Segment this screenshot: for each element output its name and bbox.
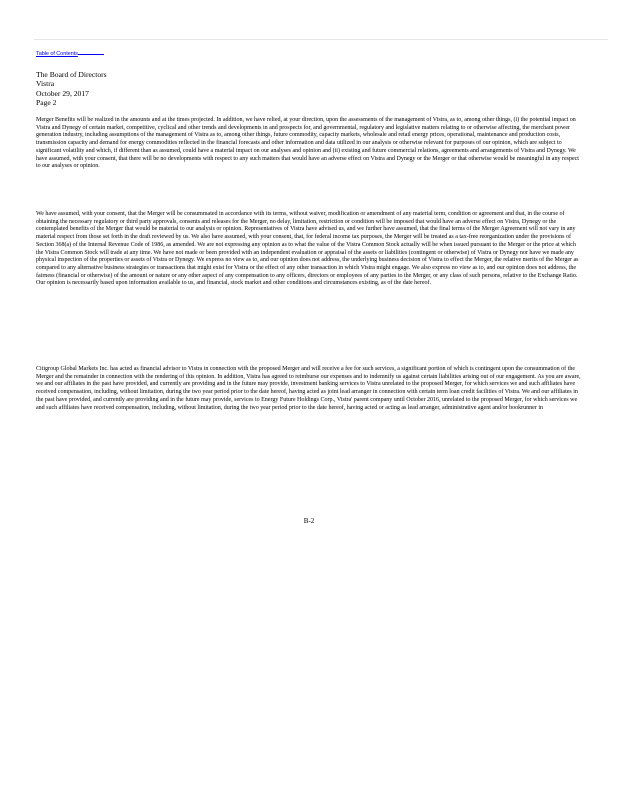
paragraph-2 — [36, 211, 584, 288]
table-of-contents-link[interactable] — [36, 49, 104, 57]
paragraph-3 — [36, 366, 584, 412]
link-underline-pad — [78, 49, 104, 55]
paragraph-text: Citigroup Global Markets Inc. has acted as financial advisor to Vistra in connection with the proposed Merger and will receive a fee for such services, a significant portion of which is contingent upon the consummation of the Merger and the remainder in connection with the rendering of this opinion. In addition, Vistra has agreed to reimburse our expenses and to indemnify us against certain liabilities arising out of our engagement. As you are aware, we and our affiliates in the past have provided, and currently are providing and in the future may provide, investment banking services to Vistra unrelated to the proposed Merger, for which services we and such affiliates have received compensation, including, without limitation, during the two year period prior to the date hereof, having acted as joint lead arranger in connection with certain term loan credit facilities of Vistra. We and our affiliates in the past have provided, and currently are providing and in the future may provide, services to Energy Future Holdings Corp., Vistra' parent company until October 2016, unrelated to the proposed Merger, for which services we and such affiliates have received compensation, including, without limitation, during the two year period prior to the date hereof, having acted or acting as lead arranger, administrative agent and/or bookrunner in — [36, 366, 581, 411]
recipient-line: The Board of Directors — [36, 70, 107, 79]
company-line: Vistra — [36, 79, 55, 89]
paragraph-text: Merger Benefits will be realized in the amounts and at the times projected. In addition, we have relied, at your direction, upon the assessments of the management of Vistra, as to, among other things, (i) the potential impact on Vistra and Dynegy of certain market, competitive, cyclical and other trends and developments in and prospects for, and governmental, regulatory and legislative matters relating to or otherwise affecting, the merchant power generation industry, including assumptions of the management of Vistra as to, among other things, future commodity, capacity markets, wholesale and retail energy prices, operational, maintenance and production costs, transmission capacity and demand for energy commodities reflected in the financial forecasts and other information and data utilized in our analysis or otherwise relevant for purposes of our opinion, which are subject to significant volatility and which, if different than as assumed, could have a material impact on our analyses and opinion and (ii) existing and future commercial relations, agreements and arrangements of Vistra and Dynegy. We have assumed, with your consent, that there will be no developments with respect to any such matters that would have an adverse effect on Vistra and Dynegy or the Merger or that otherwise would be meaningful in any respect to our analyses or opinion. — [36, 117, 579, 170]
page-number: B-2 — [303, 517, 315, 525]
page-line: Page 2 — [36, 98, 57, 108]
top-divider — [34, 39, 608, 40]
table-of-contents-label[interactable]: Table of Contents — [36, 51, 78, 57]
date-line: October 29, 2017 — [36, 88, 89, 98]
paragraph-1 — [36, 117, 584, 171]
letter-header — [36, 70, 107, 108]
paragraph-text: We have assumed, with your consent, that the Merger will be consummated in accordance with its terms, without waiver, modification or amendment of any material term, condition or agreement and that, in the course of obtaining the necessary regulatory or third party approvals, consents and releases for the Merger, no delay, limitation, restriction or condition will be imposed that would have an adverse effect on Vistra, Dynegy or the contemplated benefits of the Merger that would be material to our analysis or opinion. Representatives of Vistra have advised us, and we further have assumed, that the final terms of the Merger Agreement will not vary in any material respect from those set forth in the draft reviewed by us. We also have assumed, with your consent, that, for federal income tax purposes, the Merger will be treated as a tax-free reorganization under the provisions of Section 368(a) of the Internal Revenue Code of 1986, as amended. We are not expressing any opinion as to what the value of the Vistra Common Stock actually will be when issued pursuant to the Merger or the price at which the Vistra Common Stock will trade at any time. We have not made or been provided with an independent evaluation or appraisal of the assets or liabilities (contingent or otherwise) of Vistra or Dynegy nor have we made any physical inspection of the properties or assets of Vistra or Dynegy. We express no view as to, and our opinion does not address, the underlying business decision of Vistra to effect the Merger, the relative merits of the Merger as compared to any alternative business strategies or transactions that might exist for Vistra or the effect of any other transaction in which Vistra might engage. We also express no view as to, and our opinion does not address, the fairness (financial or otherwise) of the amount or nature or any other aspect of any compensation to any officers, directors or employees of any parties to the Merger, or any class of such persons, relative to the Exchange Ratio. Our opinion is necessarily based upon information available to us, and financial, stock market and other conditions and circumstances existing, as of the date hereof. — [36, 211, 579, 287]
